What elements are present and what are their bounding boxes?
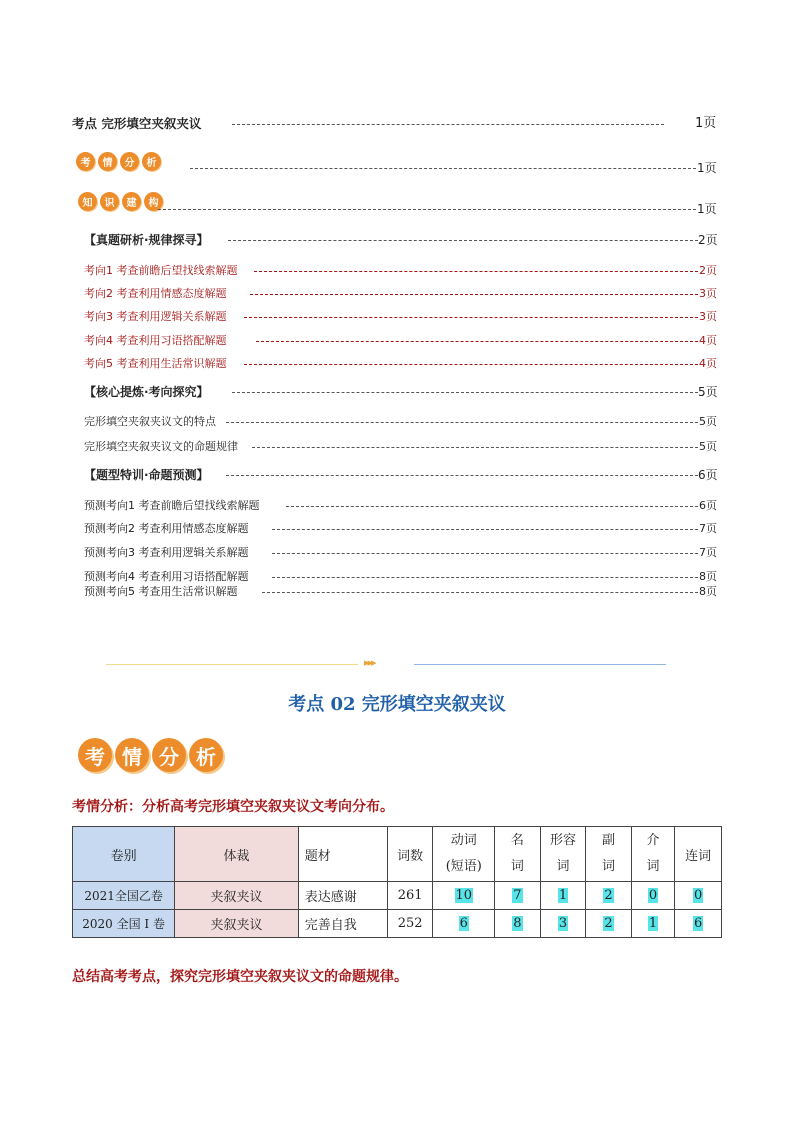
badge-char: 知 [78, 192, 97, 211]
badge-char: 析 [189, 738, 223, 772]
toc-section-label: 【题型特训·命题预测】 [84, 468, 209, 482]
toc-item-label: 考向2 考查利用情感态度解题 [84, 287, 227, 300]
toc-leader [272, 553, 698, 554]
badge-char: 建 [122, 192, 141, 211]
cell-value: 7 [513, 888, 522, 903]
header-cell-text: 名词 [510, 833, 524, 874]
header-cell [631, 827, 675, 882]
cell-value: 1 [558, 888, 568, 903]
toc-leader [244, 364, 698, 365]
toc-item[interactable] [0, 436, 794, 458]
toc-page-number: 5页 [699, 415, 717, 428]
toc-leader [262, 592, 698, 593]
toc-page-number: 4页 [699, 334, 717, 347]
toc-item-label: 考向1 考查前瞻后望找线索解题 [84, 264, 238, 277]
toc-item[interactable] [0, 283, 794, 305]
table-cell [433, 882, 495, 910]
toc-item-label: 预测考向3 考查利用逻辑关系解题 [84, 546, 249, 559]
table-cell [586, 882, 632, 910]
toc-main-entry[interactable] [0, 113, 794, 135]
divider-line-left [106, 664, 358, 665]
header-cell: 卷别 [73, 827, 175, 882]
badge-char: 析 [142, 152, 161, 171]
header-cell: 题材 [298, 827, 387, 882]
header-cell [495, 827, 541, 882]
toc-section-entry[interactable] [0, 381, 794, 403]
toc-leader [272, 577, 698, 578]
toc-item[interactable] [0, 330, 794, 352]
table-cell [495, 910, 541, 938]
badge-char: 情 [115, 738, 149, 772]
toc-page-number: 8页 [699, 570, 717, 583]
toc-item[interactable] [0, 306, 794, 328]
table-cell: 夹叙夹议 [175, 910, 299, 938]
toc-knowledge-entry[interactable] [0, 198, 794, 220]
toc-item-label: 考向3 考查利用逻辑关系解题 [84, 310, 227, 323]
cell-value: 2 [604, 916, 613, 931]
table-cell: 表达感谢 [298, 882, 387, 910]
toc-item[interactable] [0, 260, 794, 282]
header-cell: 连词 [675, 827, 722, 882]
badge-char: 构 [144, 192, 163, 211]
table-row [73, 882, 722, 910]
toc-item-label: 预测考向2 考查利用情感态度解题 [84, 522, 249, 535]
header-cell-text: 动词(短语) [445, 833, 482, 874]
table-cell: 2020 全国 I 卷 [73, 910, 175, 938]
toc-page-number: 7页 [699, 522, 717, 535]
toc-item-label: 完形填空夹叙夹议文的命题规律 [84, 440, 238, 453]
cell-value: 6 [459, 916, 468, 931]
toc-item-label: 考向4 考查利用习语搭配解题 [84, 334, 227, 347]
header-cell: 体裁 [175, 827, 299, 882]
table-cell [631, 910, 675, 938]
toc-item-label: 考向5 考查利用生活常识解题 [84, 357, 227, 370]
toc-item[interactable] [0, 353, 794, 375]
toc-page-number: 4页 [699, 357, 717, 370]
header-cell-text: 介词 [646, 833, 660, 874]
toc-page-number: 1页 [697, 202, 717, 216]
toc-leader [250, 294, 698, 295]
toc-item-label: 完形填空夹叙夹议文的特点 [84, 415, 216, 428]
cell-value: 2 [604, 888, 613, 903]
toc-page-number: 8页 [699, 585, 717, 598]
cell-value: 0 [694, 888, 703, 903]
toc-page-number: 3页 [699, 310, 717, 323]
toc-item[interactable] [0, 518, 794, 540]
toc-section-entry[interactable] [0, 229, 794, 251]
toc-section-entry[interactable] [0, 464, 794, 486]
table-cell [631, 882, 675, 910]
toc-item-label: 预测考向1 考查前瞻后望找线索解题 [84, 499, 260, 512]
toc-leader [158, 209, 696, 210]
table-cell: 261 [387, 882, 433, 910]
summary-text: 总结高考考点，探究完形填空夹叙夹议文的命题规律。 [72, 969, 408, 985]
header-cell [433, 827, 495, 882]
toc-item[interactable] [0, 581, 794, 603]
table-cell [586, 910, 632, 938]
toc-item[interactable] [0, 495, 794, 517]
toc-page-number: 5页 [699, 440, 717, 453]
table-cell: 2021全国乙卷 [73, 882, 175, 910]
toc-leader [226, 422, 698, 423]
knowledge-badge [78, 192, 163, 211]
header-cell-text: 副词 [602, 833, 616, 874]
intro-text: 考情分析：分析高考完形填空夹叙夹议文考向分布。 [72, 799, 394, 815]
toc-leader [190, 168, 696, 169]
toc-item-label: 预测考向4 考查利用习语搭配解题 [84, 570, 249, 583]
toc-page-number: 2页 [698, 233, 718, 247]
cell-value: 8 [513, 916, 522, 931]
badge-char: 考 [76, 152, 95, 171]
toc-page-number: 7页 [699, 546, 717, 559]
toc-page-number: 1页 [697, 161, 717, 175]
table-cell: 252 [387, 910, 433, 938]
toc-leader [232, 392, 698, 393]
toc-page-number: 3页 [699, 287, 717, 300]
cell-value: 10 [455, 888, 473, 903]
header-cell: 词数 [387, 827, 433, 882]
analysis-badge [76, 152, 161, 171]
toc-page-number: 5页 [698, 385, 718, 399]
toc-item[interactable] [0, 542, 794, 564]
analysis-table [72, 826, 722, 938]
toc-item-label: 预测考向5 考查用生活常识解题 [84, 585, 238, 598]
toc-section-label: 【核心提炼·考向探究】 [84, 385, 209, 399]
header-cell [586, 827, 632, 882]
cell-value: 3 [558, 916, 568, 931]
table-cell [540, 882, 586, 910]
toc-leader [252, 447, 698, 448]
table-cell [433, 910, 495, 938]
badge-char: 分 [152, 738, 186, 772]
table-cell: 完善自我 [298, 910, 387, 938]
toc-item[interactable] [0, 411, 794, 433]
table-cell: 夹叙夹议 [175, 882, 299, 910]
badge-char: 情 [98, 152, 117, 171]
toc-leader [226, 475, 698, 476]
header-cell [540, 827, 586, 882]
divider-line-right [414, 664, 666, 665]
toc-leader [232, 124, 664, 125]
badge-char: 识 [100, 192, 119, 211]
toc-page-number: 6页 [699, 499, 717, 512]
toc-section-label: 【真题研析·规律探寻】 [84, 233, 209, 247]
table-cell [495, 882, 541, 910]
toc-analysis-entry[interactable] [0, 157, 794, 179]
toc-leader [244, 317, 698, 318]
toc-page-number: 1页 [695, 116, 717, 131]
toc-leader [286, 506, 698, 507]
analysis-section-badge [78, 738, 223, 772]
header-cell-text: 形容词 [549, 833, 576, 874]
toc-leader [228, 240, 698, 241]
cell-value: 0 [648, 888, 658, 903]
toc-page-number: 2页 [699, 264, 717, 277]
table-cell [675, 882, 722, 910]
toc-leader [256, 341, 698, 342]
toc-main-label: 考点 完形填空夹叙夹议 [72, 116, 202, 131]
divider-arrows-icon: ▸▸▸ [364, 656, 375, 669]
table-cell [540, 910, 586, 938]
page-title: 考点 02 完形填空夹叙夹议 [288, 694, 506, 715]
badge-char: 考 [78, 738, 112, 772]
toc-page-number: 6页 [698, 468, 718, 482]
table-row [73, 910, 722, 938]
cell-value: 6 [694, 916, 703, 931]
badge-char: 分 [120, 152, 139, 171]
toc-leader [254, 271, 698, 272]
table-header-row [73, 827, 722, 882]
table-cell [675, 910, 722, 938]
cell-value: 1 [648, 916, 658, 931]
toc-leader [272, 529, 698, 530]
